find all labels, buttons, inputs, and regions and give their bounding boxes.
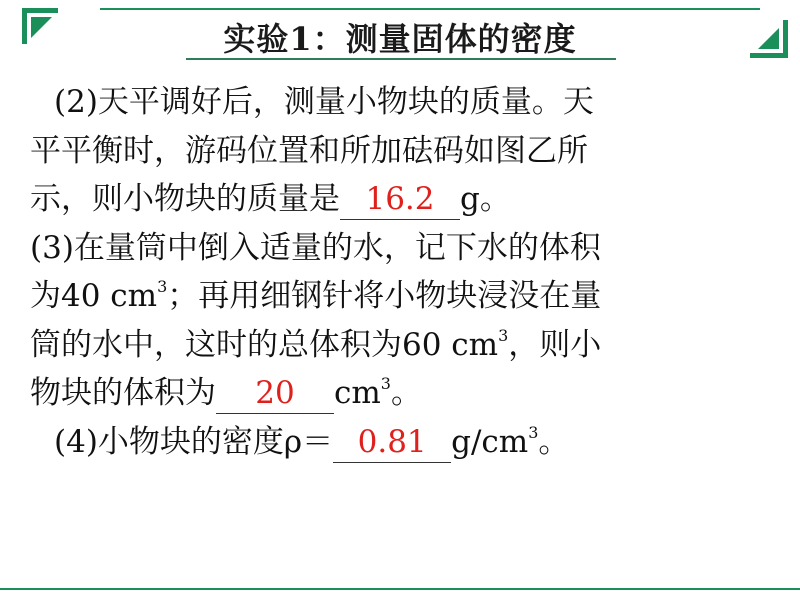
superscript-3: 3 <box>157 277 168 296</box>
bottom-divider <box>0 588 800 590</box>
question-content <box>30 78 775 466</box>
p3-line-3 <box>30 321 775 370</box>
title-underline <box>186 58 616 60</box>
density-answer: 0.81 <box>357 423 427 460</box>
superscript-3: 3 <box>498 325 509 345</box>
p2-line-1: (2)天平调好后，测量小物块的质量。天 <box>54 84 594 120</box>
p3-line-4 <box>30 369 775 418</box>
p2-line-3 <box>30 175 775 224</box>
p2-line-3-text: 示，则小物块的质量是 <box>30 181 340 217</box>
mass-answer-blank <box>340 181 460 220</box>
p3-line-2-text-b: ；再用细钢针将小物块浸没在量 <box>167 278 602 314</box>
period: 。 <box>390 375 422 411</box>
density-answer-blank <box>333 424 451 463</box>
period: 。 <box>538 423 570 460</box>
p3-line-4-text: 物块的体积为 <box>30 375 216 411</box>
mass-answer: 16.2 <box>365 181 435 217</box>
volume-unit: cm <box>334 375 381 411</box>
volume-answer: 20 <box>255 375 295 411</box>
p3-line-1: (3)在量筒中倒入适量的水，记下水的体积 <box>30 229 601 266</box>
page-title: 实验1：测量固体的密度 <box>223 20 577 58</box>
p4-text: (4)小物块的密度ρ＝ <box>54 423 334 460</box>
p2-line-2: 平平衡时，游码位置和所加砝码如图乙所 <box>30 132 588 169</box>
p3-line-2-text-a: 为40 cm <box>30 278 158 314</box>
superscript-3: 3 <box>380 374 391 393</box>
volume-answer-blank <box>216 375 334 414</box>
p3-line-2 <box>30 272 775 321</box>
p3-line-3-text-a: 筒的水中，这时的总体积为60 cm <box>30 326 499 363</box>
p4-line <box>30 418 775 467</box>
superscript-3: 3 <box>528 422 539 442</box>
p3-line-3-text-b: ，则小 <box>508 326 602 363</box>
density-unit: g/cm <box>451 423 529 460</box>
top-divider <box>100 8 760 10</box>
mass-unit: g。 <box>460 181 511 217</box>
